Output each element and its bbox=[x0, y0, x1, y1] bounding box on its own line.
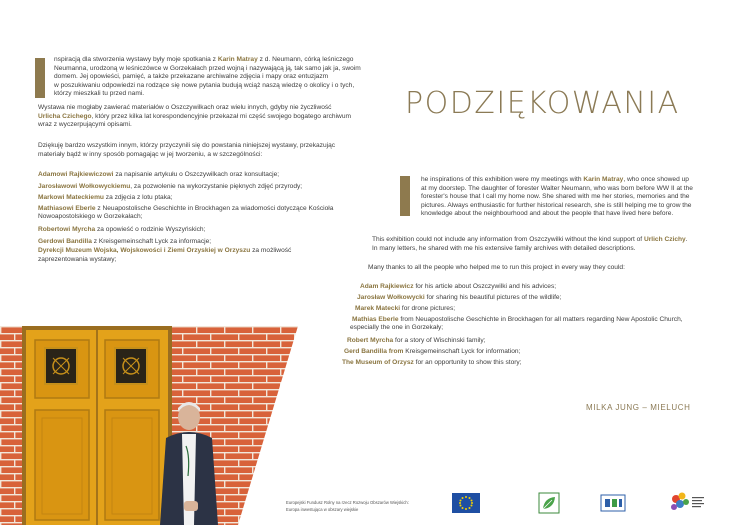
list-item: Jarosław Wołkowycki for sharing his beautiful pictures of the wildlife; bbox=[357, 294, 562, 302]
list-item: Mathias Eberle from Neuapostolische Geschichte in Brockhagen for all matters regarding New Apostolic Church, bbox=[352, 315, 683, 323]
list-item: Jarosławowi Wołkowyckiemu, za pozwolenie na wykorzystanie pięknych zdjęć przyrody; bbox=[38, 182, 303, 190]
list-item: Adamowi Rajkiewiczowi za napisanie artykułu o Oszczywilkach oraz konsultacje; bbox=[38, 171, 280, 178]
right-intro-line: at my doorstep. The daughter of forester Walter Neumann, who was born before WW II at the bbox=[421, 184, 693, 192]
list-item: especially the one in Gorzekały; bbox=[350, 324, 444, 332]
list-item: Robertowi Myrcha za opowieść o rodzinie Wyszyńskich; bbox=[38, 225, 206, 233]
left-para3 bbox=[38, 142, 368, 159]
right-para2-line: This exhibition could not include any information from Oszczywilki without the kind support of Urlich Czichy. bbox=[372, 236, 688, 243]
list-item: The Museum of Orzysz for an opportunity to show this story; bbox=[342, 359, 522, 367]
list-item: Markowi Mateckiemu za zdjęcia z lotu ptaka; bbox=[38, 194, 173, 202]
left-intro bbox=[54, 56, 374, 99]
list-item: Gerd Bandilla from Kreisgemeinschaft Lyck for information; bbox=[344, 348, 521, 355]
list-item: zaprezentowania wystawy; bbox=[38, 255, 117, 263]
right-intro-line: forester's house that I call my home now. She shared with me her stories, memories and the bbox=[421, 193, 690, 201]
leaf-icon bbox=[538, 492, 560, 514]
right-thanks-list bbox=[342, 281, 722, 368]
right-para3: Many thanks to all the people who helped me to run this project in every way they could: bbox=[368, 264, 625, 271]
funding-line: Europejski Fundusz Rolny na rzecz Rozwoju Obszarów Wiejskich: bbox=[286, 500, 409, 505]
left-para3-line: materiały bądź w inny sposób pomagając w jej tworzeniu, a w szczególności: bbox=[38, 150, 263, 158]
eu-flag-logo bbox=[452, 493, 480, 513]
list-item: Mathiasowi Eberle z Neuapostolische Geschichte in Brockhagen za wiadomości dotyczące Kościoła bbox=[38, 204, 334, 212]
signature: MILKA JUNG – MIELUCH bbox=[586, 403, 691, 412]
lgd-logo bbox=[668, 490, 708, 516]
left-para2-line: Wystawa nie mogłaby zawierać materiałów o Oszczywilkach oraz wielu innych, gdyby nie życzliwość bbox=[38, 104, 332, 111]
leader-logo bbox=[538, 492, 560, 514]
left-intro-line: Neumanna, urodzoną w leśniczówce w Gorzekałach przed wojną i nazywającą ją, tak samo jak ja, swoim bbox=[54, 64, 361, 72]
right-intro-line: pictures. Always enthusiastic for further historical research, she is still helping me to grow the bbox=[421, 201, 692, 209]
drop-cap-left bbox=[35, 58, 45, 98]
page-title: PODZIĘKOWANIA bbox=[405, 86, 680, 121]
right-para2-line: In many letters, he shared with me his extensive family archives with detailed descriptions. bbox=[372, 244, 636, 252]
left-para2-line: wraz z wyczerpującymi opisami. bbox=[38, 121, 132, 129]
list-item: Gerdowi Bandilla z Kreisgemeinschaft Lyck za informacje; bbox=[38, 237, 212, 245]
left-para3-line: Dziękuję bardzo wszystkim innym, którzy przyczynili się do powstania niniejszej wystawy, przekazując bbox=[38, 142, 336, 149]
right-intro-line: knowledge about the neighbourhood and about the people that have lived here before. bbox=[421, 210, 674, 218]
funding-line: Europa inwestująca w obszary wiejskie bbox=[286, 507, 359, 512]
left-intro-line: w poszukiwaniu odpowiedzi na rodzące się nowe pytania budują wciąż naszą wiedzę o okolicy i o tych, bbox=[54, 81, 355, 89]
prow-logo bbox=[600, 494, 626, 512]
right-intro bbox=[421, 176, 721, 219]
list-item: Robert Myrcha for a story of Wischinski family; bbox=[347, 336, 486, 344]
left-intro-line: którzy mieszkali tu przed nami. bbox=[54, 90, 145, 98]
eu-stars-icon bbox=[452, 493, 480, 513]
left-thanks-list bbox=[38, 169, 368, 264]
lgd-icon bbox=[668, 490, 708, 516]
list-item: Adam Rajkiewicz for his article about Oszczywilki and his advices; bbox=[360, 283, 557, 290]
funding-note bbox=[286, 499, 409, 513]
photo-door-woman bbox=[0, 326, 300, 525]
left-para2-line: Urlicha Czichego, który przez kilka lat korespondencyjnie przekazał mi część swojego bogatego archiwum bbox=[38, 112, 351, 120]
right-intro-line: he inspirations of this exhibition were my meetings with Karin Matray, who once showed up bbox=[421, 176, 689, 183]
list-item: Marek Matecki for drone pictures; bbox=[355, 305, 456, 313]
left-intro-line: nspiracją dla stworzenia wystawy były moje spotkania z Karin Matray z d. Neumann, córką leśniczego bbox=[54, 56, 354, 63]
list-item: Nowoapostolskiego w Gorzekałach; bbox=[38, 213, 143, 221]
prow-icon bbox=[600, 494, 626, 512]
left-intro-line: domem. Jej opowieści, pamięć, a także przekazane archiwalne zdjęcia i mapy oraz entuzjazm bbox=[54, 73, 329, 81]
photo-illustration bbox=[0, 326, 300, 525]
drop-cap-right bbox=[400, 176, 410, 216]
list-item: Dyrekcji Muzeum Wojska, Wojskowości i Ziemi Orzyskiej w Orzyszu za możliwość bbox=[38, 247, 292, 255]
left-para2 bbox=[38, 104, 368, 130]
right-para2 bbox=[372, 236, 712, 253]
